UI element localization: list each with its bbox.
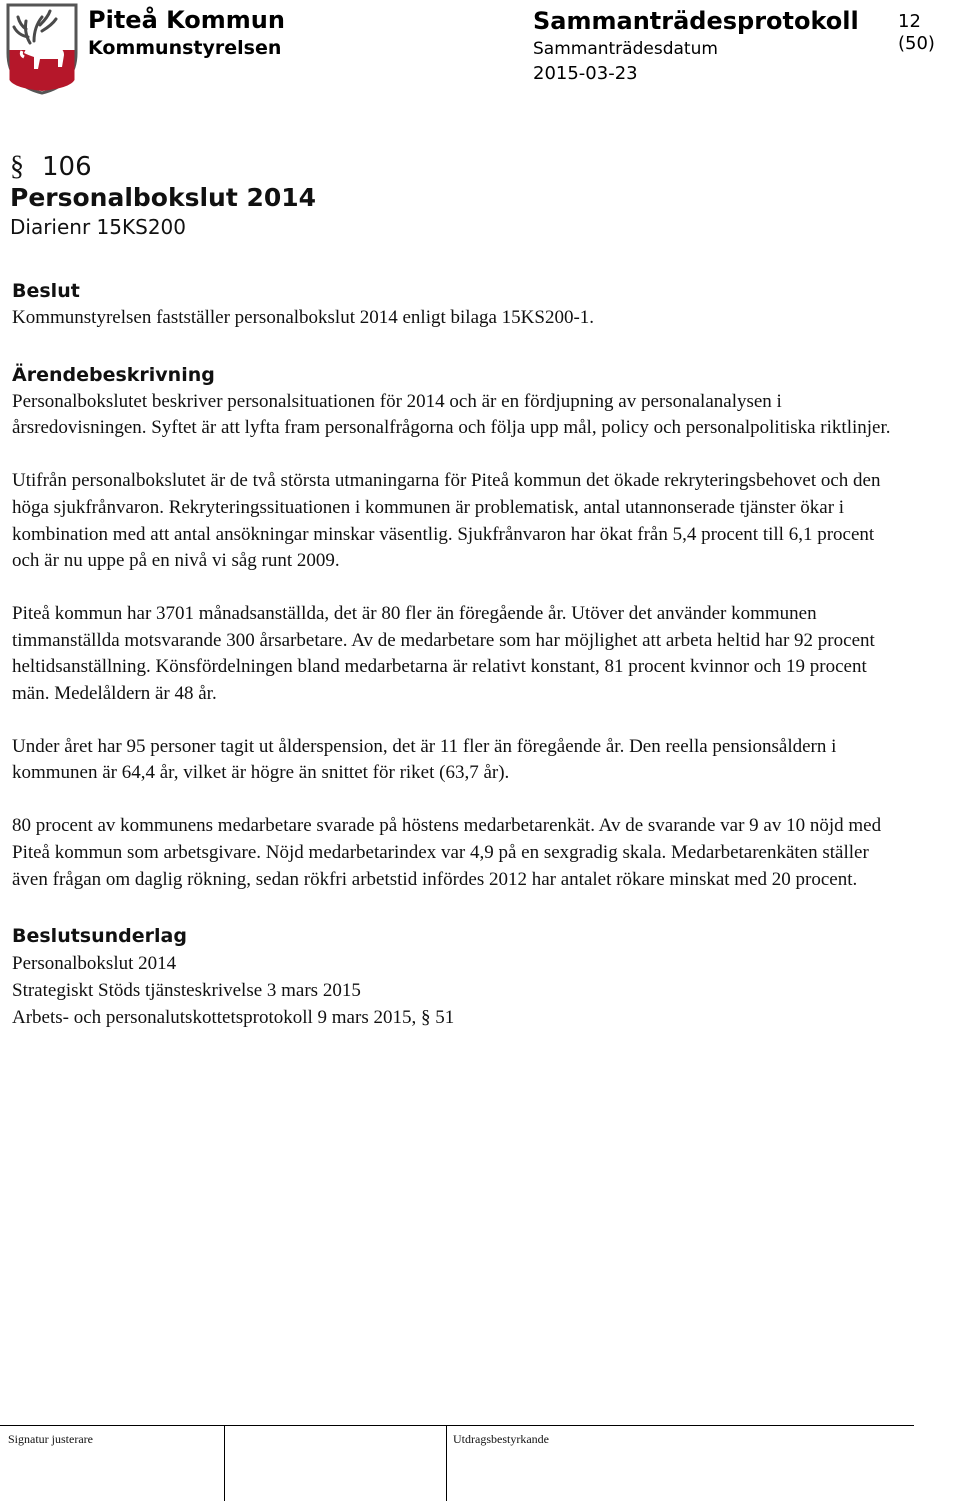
case-description-paragraph: 80 procent av kommunens medarbetare svarade på höstens medarbetarenkät. Av de svarande var 9 av 10 nöjd med Piteå kommun som arbetsgivare. Nöjd medarbetarindex var 4,9 på en sexgradig skala. Medarbetarenkäten ställer även frågan om daglig rökning, sedan rökfri arbetstid infördes 2012 har antalet rökare minskat med 20 procent.	[12, 815, 882, 890]
page-number: 12 (50)	[898, 11, 935, 54]
case-title: Personalbokslut 2014	[10, 183, 317, 212]
footer-divider	[0, 1425, 914, 1426]
department-name: Kommunstyrelsen	[88, 37, 282, 59]
case-description-paragraph: Piteå kommun har 3701 månadsanställda, det är 80 fler än föregående år. Utöver det använder kommunen timmanställda motsvarande 300 årsarbetare. Av de medarbetare som har möjlighet att arbeta heltid har 92 procent heltidsanställning. Könsfördelningen bland medarbetarna är relativt konstant, 81 procent kvinnor och 19 procent män. Medelåldern är 48 år.	[12, 602, 875, 705]
meeting-date-value: 2015-03-23	[533, 63, 638, 84]
signature-label: Signatur justerare	[8, 1432, 93, 1446]
case-description-heading: Ärendebeskrivning	[12, 363, 215, 386]
municipal-coat-of-arms-logo	[6, 3, 78, 95]
footer-column-divider	[224, 1425, 225, 1501]
organization-block	[88, 5, 285, 61]
decision-heading: Beslut	[12, 280, 80, 302]
decision-text: Kommunstyrelsen fastställer personalbokslut 2014 enligt bilaga 15KS200-1.	[12, 307, 595, 328]
decision-basis-heading: Beslutsunderlag	[12, 925, 187, 948]
paragraph-sign: §	[10, 151, 24, 182]
document-type: Sammanträdesprotokoll	[533, 7, 859, 35]
meeting-date-label: Sammanträdesdatum	[533, 39, 718, 59]
extract-certification-label: Utdragsbestyrkande	[453, 1432, 549, 1446]
paragraph-number: 106	[42, 152, 92, 182]
footer-column-divider	[446, 1425, 447, 1501]
organization-name: Piteå Kommun	[88, 6, 285, 34]
case-description-paragraph: Under året har 95 personer tagit ut ålderspension, det är 11 fler än föregående år. Den reella pensionsåldern i kommunen är 64,4 år, vilket är högre än snittet för riket (63,7 år).	[12, 735, 837, 784]
registration-number: Diarienr 15KS200	[10, 215, 186, 239]
paragraph-heading	[10, 150, 92, 184]
case-description-paragraph: Personalbokslutet beskriver personalsituationen för 2014 och är en fördjupning av personalanalysen i årsredovisningen. Syftet är att lyfta fram personalfrågorna och följa upp mål, policy och personalpolitiska riktlinjer.	[12, 390, 891, 439]
decision-basis-item: Personalbokslut 2014	[12, 953, 177, 975]
document-body	[12, 278, 892, 1031]
decision-basis-item: Strategiskt Stöds tjänsteskrivelse 3 mars 2015	[12, 980, 361, 1002]
case-description-paragraph: Utifrån personalbokslutet är de två största utmaningarna för Piteå kommun det ökade rekryteringsbehovet och den höga sjukfrånvaron. Rekryteringssituationen i kommunen är problematisk, antal utannonserade tjänster ökar i kombination med att antal ansökningar minskar väsentlig. Sjukfrånvaron har ökat från 5,4 procent till 6,1 procent och är nu uppe på en nivå vi såg runt 2009.	[12, 470, 881, 572]
decision-basis-item: Arbets- och personalutskottetsprotokoll 9 mars 2015, § 51	[12, 1007, 455, 1029]
